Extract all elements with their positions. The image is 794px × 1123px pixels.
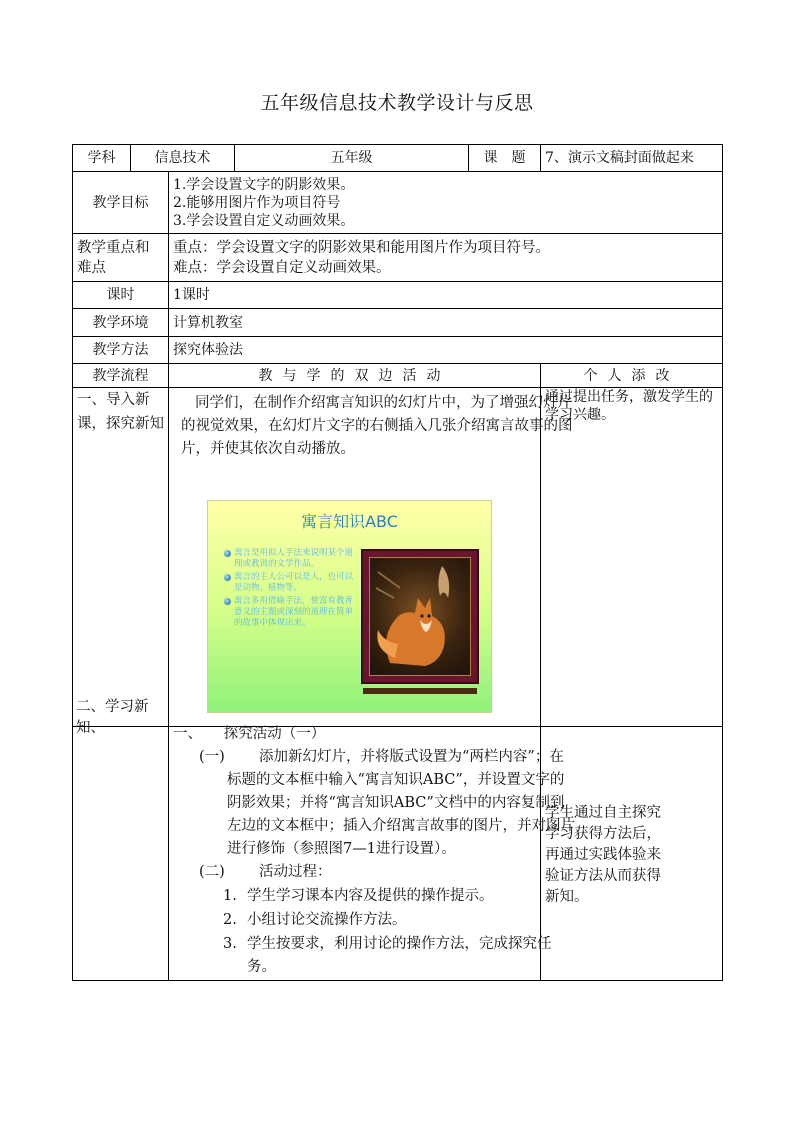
header-row [73,145,723,172]
sub2-label: (二) [199,864,225,880]
important-point: 重点：学会设置文字的阴影效果和能用图片作为项目符号。 [173,239,550,256]
difficult-point: 难点：学会设置自定义动画效果。 [173,259,391,276]
slide-title: 寓言知识ABC [301,512,398,531]
step-number: 2. [223,912,237,928]
step-number: 3. [223,936,237,952]
topic-value: 7、演示文稿封面做起来 [541,145,723,172]
hours-row [73,282,723,309]
flow-process-header: 教学流程 [73,364,169,388]
key-points-content [169,234,723,282]
stage2-row [73,727,723,981]
goals-label: 教学目标 [73,172,169,234]
page-title: 五年级信息技术教学设计与反思 [260,92,534,114]
step-text: 学生按要求，利用讨论的操作方法，完成探究任务。 [247,936,552,975]
stage2-label-line: 知、 [76,720,105,736]
sub1-label: (一) [199,749,225,765]
slide-image [207,500,492,713]
sub1-text: 添加新幻灯片，并将版式设置为“两栏内容”；在标题的文本框中输入“寓言知识ABC”，并设置文字的阴影效果；并将“寓言知识ABC”文档中的内容复制到左边的文本框中；插入介绍寓言故事的图片，并对图片进行修饰（参照图7—1进行设置）。 [227,749,575,857]
method-value: 探究体验法 [169,337,723,364]
key-points-row [73,234,723,282]
stage2-label-text [76,697,149,739]
subject-value: 信息技术 [131,145,235,172]
goals-row [73,172,723,234]
fox-picture [369,557,471,676]
stage2-note-cell [541,727,723,981]
stage2-note: 学生通过自主探究学习获得方法后，再通过实践体验来验证方法从而获得新知。 [545,805,661,905]
flow-notes-header: 个人添改 [541,364,723,388]
slide-bullet: 寓言的主人公可以是人，也可以是动物、植物等。 [224,572,358,594]
key-points-label-line: 教学重点和 [77,239,150,256]
key-points-label [73,234,169,282]
step-text: 小组讨论交流操作方法。 [247,912,407,928]
slide-bullet: 寓言是用拟人手法来说明某个道理或教训的文学作品。 [224,548,358,570]
key-points-label-line: 难点 [77,259,106,276]
step-number: 1. [223,888,237,904]
stage1-text: 同学们，在制作介绍寓言知识的幻灯片中，为了增强幻灯片的视觉效果，在幻灯片文字的右侧插入几张介绍寓言故事的图片，并使其依次自动播放。 [181,395,573,457]
fox-picture-frame [361,549,479,684]
grade-cell: 五年级 [235,145,469,172]
topic-label: 课 题 [469,145,541,172]
slide-bullet: 寓言多用借喻手法，使富有教育意义的主题或深刻的道理在简单的故事中体现出来。 [224,596,358,629]
goals-list [169,172,723,234]
goal-item: 3.学会设置自定义动画效果。 [173,212,355,229]
environment-value: 计算机教室 [169,309,723,337]
stage2-label-line: 二、学习新 [76,699,149,715]
fox-illustration [370,558,468,673]
stage1-activity [169,388,573,727]
subject-label: 学科 [73,145,131,172]
stage2-label [73,699,169,981]
hours-label: 课时 [73,282,169,309]
flow-activity-header: 教与学的双边活动 [169,364,541,388]
stage1-label-line: 课，探究新知 [77,416,164,432]
sub2-text: 活动过程： [259,864,332,880]
environment-row [73,309,723,337]
slide-bullet-list [224,548,358,631]
lesson-plan-table [72,144,723,981]
goal-item: 2.能够用图片作为项目符号 [173,194,341,211]
flow-header-row [73,364,723,388]
hours-value: 1课时 [169,282,723,309]
activity-title: 一、 探究活动（一） [173,726,326,742]
environment-label: 教学环境 [73,309,169,337]
step-text: 学生学习课本内容及提供的操作提示。 [247,888,494,904]
stage1-label [73,388,169,727]
picture-caption-bar [363,688,477,694]
goal-item: 1.学会设置文字的阴影效果。 [173,176,355,193]
method-row [73,337,723,364]
stage1-label-line: 一、导入新 [77,392,150,408]
stage1-note: 通过提出任务，激发学生的学习兴趣。 [541,388,723,727]
stage2-activity [169,726,575,981]
stage1-row [73,388,723,727]
method-label: 教学方法 [73,337,169,364]
